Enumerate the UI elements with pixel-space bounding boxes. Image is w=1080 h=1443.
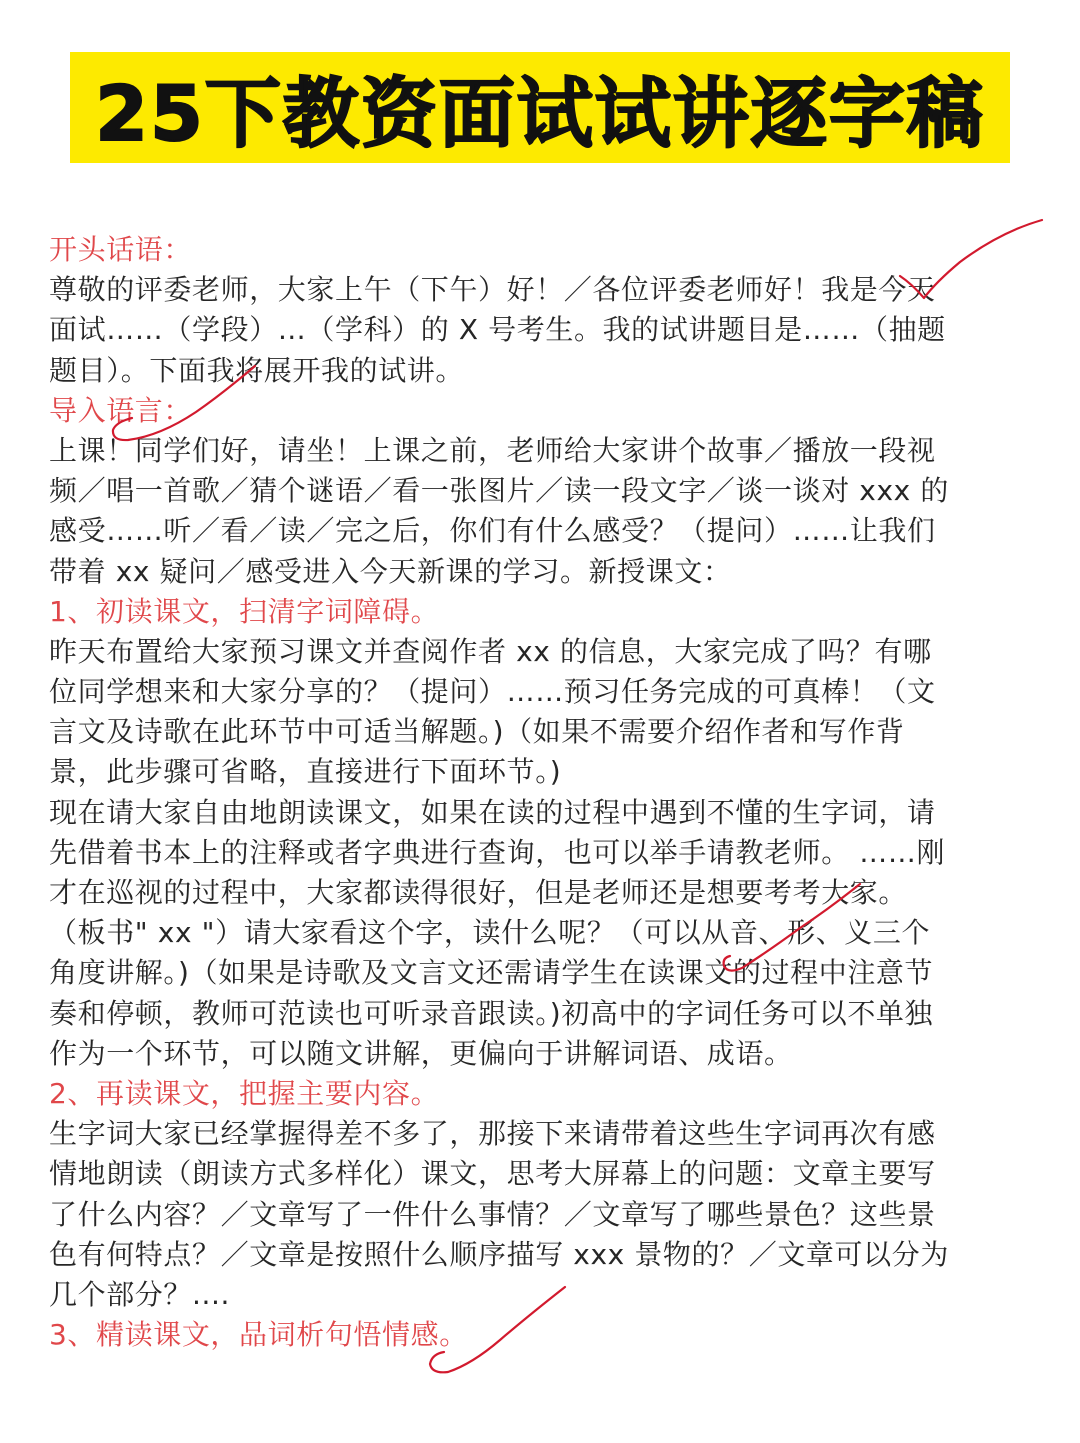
body-text-line: 奏和停顿，教师可范读也可听录音跟读。)初高中的字词任务可以不单独 xyxy=(49,996,934,1030)
body-text-line: 先借着书本上的注释或者字典进行查询，也可以举手请教老师。 ……刚 xyxy=(49,835,946,869)
body-text-line: 作为一个环节，可以随文讲解，更偏向于讲解词语、成语。 xyxy=(49,1036,793,1070)
body-text-line: 情地朗读（朗读方式多样化）课文，思考大屏幕上的问题：文章主要写 xyxy=(49,1157,936,1191)
body-text-line: 现在请大家自由地朗读课文，如果在读的过程中遇到不懂的生字词，请 xyxy=(49,795,936,829)
title-banner xyxy=(70,52,1010,163)
body-text-line: 角度讲解。)（如果是诗歌及文言文还需请学生在读课文的过程中注意节 xyxy=(49,956,934,990)
body-text-line: 几个部分？.... xyxy=(49,1277,231,1311)
section-heading: 3、精读课文，品词析句悟情感。 xyxy=(49,1318,468,1352)
body-text-line: 尊敬的评委老师，大家上午（下午）好！／各位评委老师好！我是今天 xyxy=(49,273,936,307)
body-text-line: 昨天布置给大家预习课文并查阅作者 xx 的信息，大家完成了吗？有哪 xyxy=(49,634,932,668)
body-text-line: 面试……（学段）…（学科）的 X 号考生。我的试讲题目是……（抽题 xyxy=(49,313,946,347)
body-text-line: 生字词大家已经掌握得差不多了，那接下来请带着这些生字词再次有感 xyxy=(49,1117,936,1151)
body-text-line: 频／唱一首歌／猜个谜语／看一张图片／读一段文字／谈一谈对 xxx 的 xyxy=(49,474,949,508)
body-text-line: 位同学想来和大家分享的？（提问）……预习任务完成的可真棒！（文 xyxy=(49,675,936,709)
body-text-line: 上课！同学们好，请坐！上课之前，老师给大家讲个故事／播放一段视 xyxy=(49,433,936,467)
body-text-line: 带着 xx 疑问／感受进入今天新课的学习。新授课文： xyxy=(49,554,732,588)
body-text-line: 言文及诗歌在此环节中可适当解题。)（如果不需要介绍作者和写作背 xyxy=(49,715,905,749)
page-title: 25下教资面试试讲逐字稿 xyxy=(95,69,985,158)
body-text-line: 了什么内容？／文章写了一件什么事情？／文章写了哪些景色？这些景 xyxy=(49,1197,936,1231)
section-heading: 导入语言： xyxy=(49,393,193,427)
body-text-line: 色有何特点？／文章是按照什么顺序描写 xxx 景物的？／文章可以分为 xyxy=(49,1237,949,1271)
body-text-line: 题目）。下面我将展开我的试讲。 xyxy=(49,353,465,387)
body-text-line: 才在巡视的过程中，大家都读得很好，但是老师还是想要考考大家。 xyxy=(49,876,908,909)
body-text-line: 感受……听／看／读／完之后，你们有什么感受？（提问）……让我们 xyxy=(49,514,936,548)
body-text-line: （板书" xx "）请大家看这个字，读什么呢？（可以从音、形、义三个 xyxy=(49,916,931,950)
section-heading: 2、再读课文，把握主要内容。 xyxy=(49,1076,440,1110)
body-text-line: 景，此步骤可省略，直接进行下面环节。) xyxy=(49,755,562,789)
section-heading: 开头话语： xyxy=(49,233,193,266)
transcript-body xyxy=(49,230,1044,1355)
section-heading: 1、初读课文，扫清字词障碍。 xyxy=(49,594,440,628)
